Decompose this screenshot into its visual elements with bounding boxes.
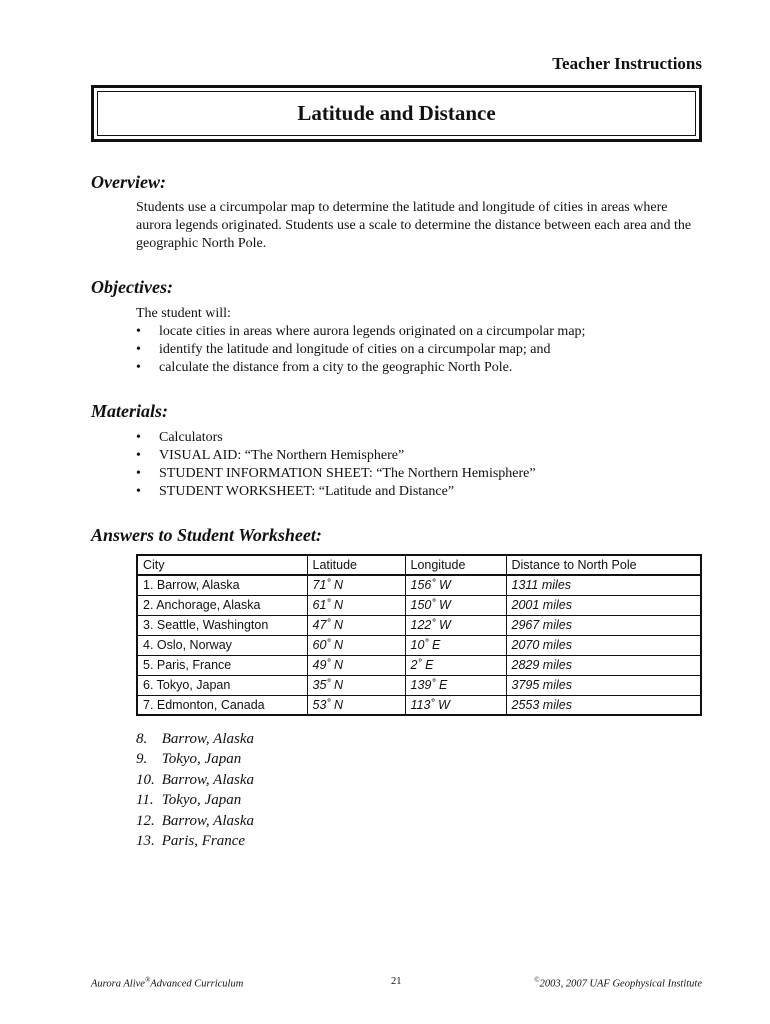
table-cell: 3795 miles [506, 675, 701, 695]
copyright-mark: © [534, 976, 540, 984]
item-number: 13. [136, 833, 155, 850]
item-number: 11. [136, 792, 154, 809]
list-item [136, 770, 254, 790]
table-cell: 49˚ N [307, 655, 405, 675]
table-cell: 2967 miles [506, 615, 701, 635]
table-cell: 10˚ E [405, 635, 506, 655]
table-row [137, 575, 701, 595]
item-text: Barrow, Alaska [161, 771, 254, 788]
table-cell: 2553 miles [506, 695, 701, 715]
answer-list [136, 729, 254, 851]
overview-heading: Overview: [91, 172, 166, 192]
table-header-row [137, 555, 701, 575]
title-box [91, 85, 702, 142]
table-cell: 156˚ W [405, 575, 506, 595]
table-row [137, 595, 701, 615]
item-number: 10. [136, 771, 155, 788]
table-cell: 122˚ W [405, 615, 506, 635]
page-number: 21 [391, 976, 402, 987]
list-item: • calculate the distance from a city to the geographic North Pole. [136, 359, 585, 377]
list-item: • identify the latitude and longitude of cities on a circumpolar map; and [136, 341, 585, 359]
table-cell: 6. Tokyo, Japan [137, 675, 307, 695]
list-item [136, 811, 254, 831]
item-number: 9. [136, 751, 148, 768]
list-item: • Calculators [136, 429, 536, 447]
answers-table [136, 554, 702, 716]
table-cell: 7. Edmonton, Canada [137, 695, 307, 715]
registered-mark: ® [144, 976, 151, 984]
table-row [137, 675, 701, 695]
item-text: Tokyo, Japan [161, 792, 242, 809]
item-text: Tokyo, Japan [161, 751, 242, 768]
materials-heading: Materials: [91, 401, 169, 421]
table-cell: 61˚ N [307, 595, 405, 615]
table-cell: 2001 miles [506, 595, 701, 615]
footer-title: Aurora Alive [91, 978, 145, 990]
item-number: 12. [136, 812, 155, 829]
list-item [136, 749, 254, 769]
table-cell: 1. Barrow, Alaska [137, 575, 307, 595]
list-item: • VISUAL AID: “The Northern Hemisphere” [136, 447, 536, 465]
item-text: Barrow, Alaska [161, 812, 254, 829]
table-cell: 2829 miles [506, 655, 701, 675]
footer-copyright [534, 976, 702, 990]
table-cell: 3. Seattle, Washington [137, 615, 307, 635]
table-row [137, 655, 701, 675]
table-cell: 53˚ N [307, 695, 405, 715]
objectives-intro: The student will: [136, 306, 231, 321]
overview-text: Students use a circumpolar map to determine the latitude and longitude of cities in areas where aurora legends originated. Students use a scale to determine the distance between each area and the geographic North Pole. [136, 200, 692, 251]
item-text: Barrow, Alaska [161, 731, 254, 747]
page-title: Latitude and Distance [97, 91, 696, 136]
column-header: Latitude [307, 555, 405, 575]
copyright-text: 2003, 2007 UAF Geophysical Institute [539, 978, 702, 990]
item-number: 8. [136, 731, 148, 747]
table-cell: 113˚ W [405, 695, 506, 715]
list-item: • locate cities in areas where aurora legends originated on a circumpolar map; [136, 323, 585, 341]
objectives-heading: Objectives: [91, 277, 173, 297]
table-cell: 150˚ W [405, 595, 506, 615]
table-cell: 60˚ N [307, 635, 405, 655]
item-text: Paris, France [161, 833, 246, 850]
table-cell: 47˚ N [307, 615, 405, 635]
table-cell: 2˚ E [405, 655, 506, 675]
table-cell: 2070 miles [506, 635, 701, 655]
materials-list [136, 429, 536, 501]
column-header: Longitude [405, 555, 506, 575]
list-item: • STUDENT WORKSHEET: “Latitude and Distance” [136, 483, 536, 501]
answers-heading: Answers to Student Worksheet: [91, 525, 322, 545]
table-cell: 35˚ N [307, 675, 405, 695]
list-item [136, 790, 254, 810]
table-cell: 71˚ N [307, 575, 405, 595]
table-row [137, 695, 701, 715]
table-row [137, 635, 701, 655]
table-cell: 4. Oslo, Norway [137, 635, 307, 655]
table-cell: 5. Paris, France [137, 655, 307, 675]
footer-subtitle: Advanced Curriculum [150, 978, 244, 990]
column-header: City [137, 555, 307, 575]
table-cell: 2. Anchorage, Alaska [137, 595, 307, 615]
list-item [136, 831, 254, 851]
footer-curriculum [91, 976, 243, 990]
list-item: • STUDENT INFORMATION SHEET: “The Northern Hemisphere” [136, 465, 536, 483]
objectives-list [136, 323, 585, 377]
section-label: Teacher Instructions [552, 54, 702, 73]
table-cell: 1311 miles [506, 575, 701, 595]
table-cell: 139˚ E [405, 675, 506, 695]
column-header: Distance to North Pole [506, 555, 701, 575]
list-item [136, 729, 254, 749]
table-row [137, 615, 701, 635]
